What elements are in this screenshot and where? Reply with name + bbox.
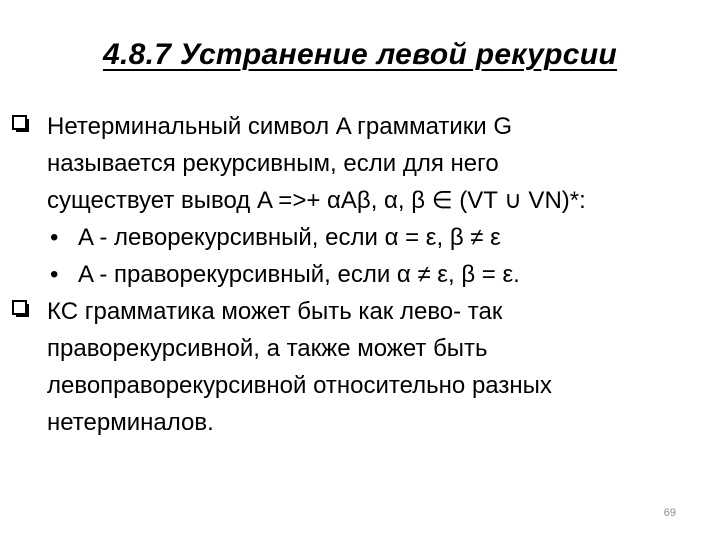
- dot-bullet-icon: •: [50, 224, 59, 251]
- square-bullet-icon: [12, 298, 30, 318]
- sub-bullet-left-recursive: [0, 219, 720, 256]
- square-bullet-icon: [12, 113, 30, 133]
- page-number: 69: [663, 507, 676, 519]
- bullet-cf-grammar: [0, 293, 720, 441]
- dot-bullet-icon: •: [50, 261, 59, 288]
- slide-title: 4.8.7 Устранение левой рекурсии: [102, 38, 618, 71]
- bullet-line: КС грамматика может быть как лево- так: [47, 298, 503, 325]
- sub-bullet-text: A - праворекурсивный, если α ≠ ε, β = ε.: [78, 261, 520, 288]
- bullet-line: праворекурсивной, а также может быть: [47, 335, 488, 362]
- bullet-line: нетерминалов.: [47, 409, 214, 436]
- slide-content: [0, 108, 720, 441]
- bullet-line: существует вывод A =>+ αAβ, α, β ∈ (VT ∪ VN)*:: [47, 187, 586, 214]
- bullet-line: Нетерминальный символ A грамматики G: [47, 113, 513, 140]
- sub-bullet-text: A - леворекурсивный, если α = ε, β ≠ ε: [78, 224, 501, 251]
- bullet-recursive-definition: [0, 108, 720, 219]
- sub-bullet-right-recursive: [0, 256, 720, 293]
- bullet-line: называется рекурсивным, если для него: [47, 150, 499, 177]
- bullet-line: левоправорекурсивной относительно разных: [47, 372, 552, 399]
